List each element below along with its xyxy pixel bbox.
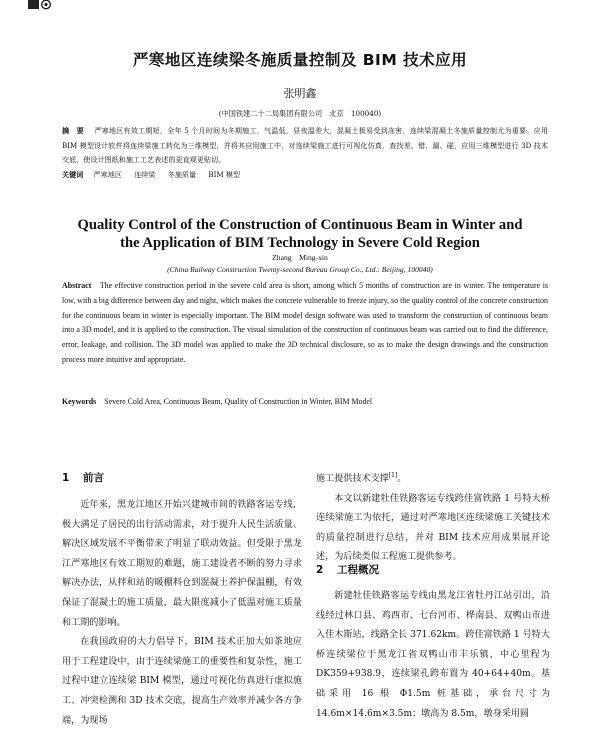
- chinese-keywords-label: 关键词: [62, 170, 84, 179]
- english-author: Zhang Ming-xin: [272, 253, 328, 262]
- section-1-number: 1: [62, 472, 70, 484]
- section-1-paragraph-2-continued: [316, 466, 550, 490]
- english-keywords-text: Severe Cold Area, Continuous Beam, Quality of Construction in Winter, BIM Model: [104, 397, 373, 406]
- chinese-abstract-text: 严寒地区有效工期短，全年 5 个月时间为冬期施工，气温低，昼夜温差大，混凝土极易受到冻害，连续梁混凝土冬施质量控制尤为重要。应用 BIM 模型设计软件将连续梁施工转化为三维模型，并将其应用施工中，对连续梁施工进行可视化仿真，查找差、错、漏、碰，应用三维模型进行 3D 技术交底，使设计图纸和施工工艺表述的更直观更贴切。: [62, 126, 548, 165]
- chinese-abstract-label: 摘 要: [62, 126, 84, 135]
- english-keywords: [62, 397, 548, 406]
- english-abstract-text: The effective construction period in the severe cold area is short, among which 5 months of construction are in winter. The temperature is low, with a big difference between day and night, which makes the concrete vulnerable to freeze injury, so the quality control of the concrete construction for the continuous beam in winter is especially important. The BIM model design software was used to transform the construction of continuous beam into a 3D model, and it is applied to the construction. The visual simulation of the construction of continuous beam was carried out to find the difference, error, leakage, and collision. The 3D model was applied to make the 3D technical disclosure, so as to make the design drawings and the construction process more intuitive and appropriate.: [62, 281, 548, 364]
- chinese-affiliation: (中国铁建二十二局集团有限公司 北京 100040): [218, 109, 382, 118]
- chinese-keyword: BIM 模型: [208, 170, 241, 179]
- section-2-heading: [316, 562, 379, 577]
- section-2-number: 2: [316, 564, 324, 576]
- english-title-line-1: Quality Control of the Construction of Continuous Beam in Winter and: [77, 217, 523, 233]
- chinese-keywords: [62, 170, 548, 180]
- journal-logo-icon: [28, 0, 52, 10]
- chinese-keyword: 严寒地区: [93, 170, 122, 179]
- english-abstract: [62, 279, 548, 368]
- english-title: [0, 216, 600, 252]
- chinese-abstract: [62, 124, 548, 168]
- english-title-line-2: the Application of BIM Technology in Severe Cold Region: [120, 235, 480, 251]
- continued-text-end: 。: [397, 474, 407, 485]
- section-1-title: 前言: [82, 472, 104, 484]
- right-column-body-top: [316, 466, 550, 568]
- section-1-heading: [62, 470, 104, 485]
- english-abstract-label: Abstract: [62, 281, 92, 290]
- citation-1: [1]: [388, 472, 398, 479]
- chinese-keyword: 冬施质量: [167, 170, 197, 179]
- section-1-paragraph-1: 近年来，黑龙江地区开始兴建城市间的铁路客运专线，极大满足了居民的出行活动需求，对于提升人民生活质量、解决区域发展不平衡带来了明显了联动效益。但受限于黑龙江严寒地区有效工期短的难题，施工建设者不断的努力寻求解决办法，从拌和站的暖棚料仓到混凝土养护保温棚，有效保证了混凝土的施工质量，最大限度减小了低温对施工质量和工期的影响。: [62, 500, 302, 628]
- section-1-paragraph-2: 在我国政府的大力倡导下，BIM 技术正加大如茶地应用于工程建设中，由于连续梁施工的重要性和复杂性，施工过程中建立连续梁 BIM 模型，通过可视化仿真进行虚拟施工、冲突检测和 3D 技术交底，提高生产效率并减少各方争端，为现场: [62, 637, 302, 726]
- english-affiliation: (China Railway Construction Twenty-second Bureau Group Co., Ltd.: Beijing, 100040): [167, 265, 433, 274]
- chinese-author: 张明鑫: [283, 87, 317, 100]
- continued-text: 施工提供技术支撑: [316, 474, 389, 485]
- section-2-paragraph-1: 新建牡佳铁路客运专线由黑龙江省牡丹江站引出，沿线经过林口县、鸡西市、七台河市、桦南县、双鸭山市进入佳木斯站，线路全长 371.62km。跨佳富铁路 1 号特大桥连续梁位于黑龙江省双鸭山市丰乐镇，中心里程为 DK359+938.9，连续梁孔跨布置为 40+64+40m。基础采用 16 根 Φ1.5m 桩基础，承台尺寸为 14.6m×14.6m×3.5m；墩高为 8.5m，墩身采用圆: [316, 591, 550, 719]
- left-column-body: [62, 496, 302, 731]
- chinese-keyword: 连续梁: [134, 170, 156, 179]
- right-column-body-bottom: [316, 587, 550, 724]
- section-1-paragraph-3: 本文以新建牡佳铁路客运专线跨佳富铁路 1 号特大桥连续梁施工为依托，通过对严寒地区连续梁施工关键技术的质量控制进行总结，并对 BIM 技术应用成果展开论述，为后续类似工程施工提供参考。: [316, 493, 550, 563]
- english-keywords-label: Keywords: [62, 397, 97, 406]
- section-2-title: 工程概况: [336, 564, 379, 576]
- chinese-title: 严寒地区连续梁冬施质量控制及 BIM 技术应用: [132, 51, 468, 69]
